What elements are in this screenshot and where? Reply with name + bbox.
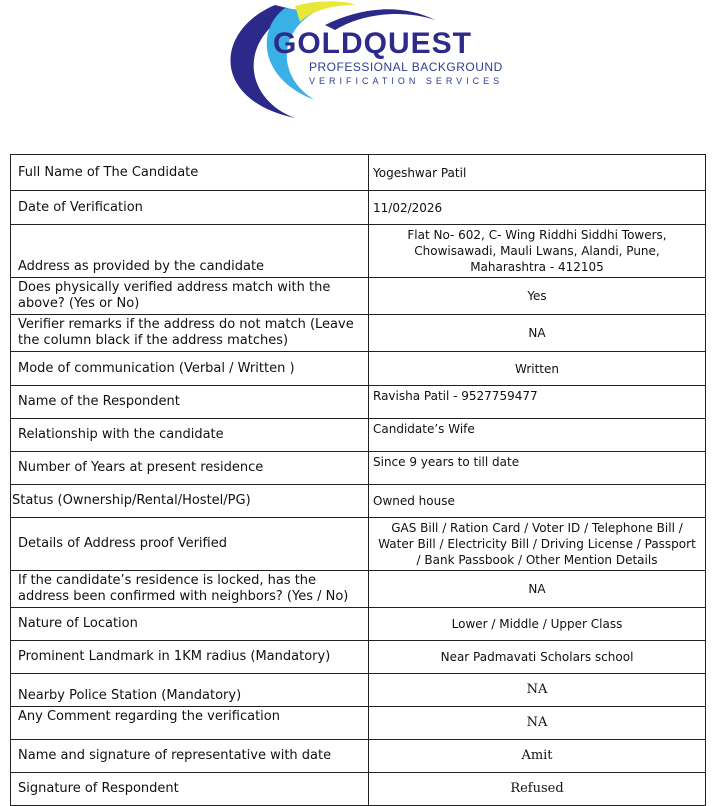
table-row [11,571,706,608]
table-row [11,773,706,806]
table-row [11,419,706,452]
table-row [11,352,706,386]
table-row [11,707,706,740]
table-row [11,674,706,707]
row-value: Yogeshwar Patil [369,155,706,191]
row-value: Since 9 years to till date [369,452,706,485]
table-row [11,386,706,419]
row-value: NA [369,315,706,352]
table-row [11,518,706,571]
row-label: Nature of Location [11,608,369,641]
row-label: Full Name of The Candidate [11,155,369,191]
row-label: Mode of communication (Verbal / Written ) [11,352,369,386]
table-row [11,191,706,225]
table-row [11,278,706,315]
row-value: Owned house [369,485,706,518]
row-label: Date of Verification [11,191,369,225]
table-row [11,641,706,674]
row-label: Name of the Respondent [11,386,369,419]
row-value: Yes [369,278,706,315]
table-row [11,452,706,485]
row-label: Relationship with the candidate [11,419,369,452]
row-value: NA [369,674,706,707]
row-label: If the candidate’s residence is locked, has the address been confirmed with neighbors? (Yes / No) [11,571,369,608]
logo-subtitle-2: VERIFICATION SERVICES [309,76,504,86]
row-label: Any Comment regarding the verification [11,707,369,740]
row-value: Ravisha Patil - 9527759477 [369,386,706,419]
row-value: NA [369,571,706,608]
goldquest-logo [205,0,525,125]
logo-title: GOLDQUEST [273,27,473,60]
row-label: Details of Address proof Verified [11,518,369,571]
row-label: Address as provided by the candidate [11,225,369,278]
table-row [11,485,706,518]
row-value: Near Padmavati Scholars school [369,641,706,674]
table-row [11,315,706,352]
table-row [11,608,706,641]
row-label: Status (Ownership/Rental/Hostel/PG) [11,485,369,518]
row-label: Verifier remarks if the address do not match (Leave the column black if the address matches) [11,315,369,352]
row-label: Does physically verified address match with the above? (Yes or No) [11,278,369,315]
row-value: Refused [369,773,706,806]
row-value: Flat No- 602, C- Wing Riddhi Siddhi Towers, Chowisawadi, Mauli Lwans, Alandi, Pune, Maharashtra - 412105 [369,225,706,278]
row-label: Nearby Police Station (Mandatory) [11,674,369,707]
table-row [11,155,706,191]
row-label: Name and signature of representative with date [11,740,369,773]
row-value: Written [369,352,706,386]
row-label: Prominent Landmark in 1KM radius (Mandatory) [11,641,369,674]
verification-table [10,154,706,806]
table-row [11,740,706,773]
row-label: Signature of Respondent [11,773,369,806]
logo-subtitle-1: PROFESSIONAL BACKGROUND [309,60,503,74]
row-label: Number of Years at present residence [11,452,369,485]
row-value: GAS Bill / Ration Card / Voter ID / Telephone Bill / Water Bill / Electricity Bill / Driving License / Passport / Bank Passbook / Other Mention Details [369,518,706,571]
table-row [11,225,706,278]
row-value: Candidate’s Wife [369,419,706,452]
row-value: Amit [369,740,706,773]
row-value: Lower / Middle / Upper Class [369,608,706,641]
row-value: 11/02/2026 [369,191,706,225]
row-value: NA [369,707,706,740]
